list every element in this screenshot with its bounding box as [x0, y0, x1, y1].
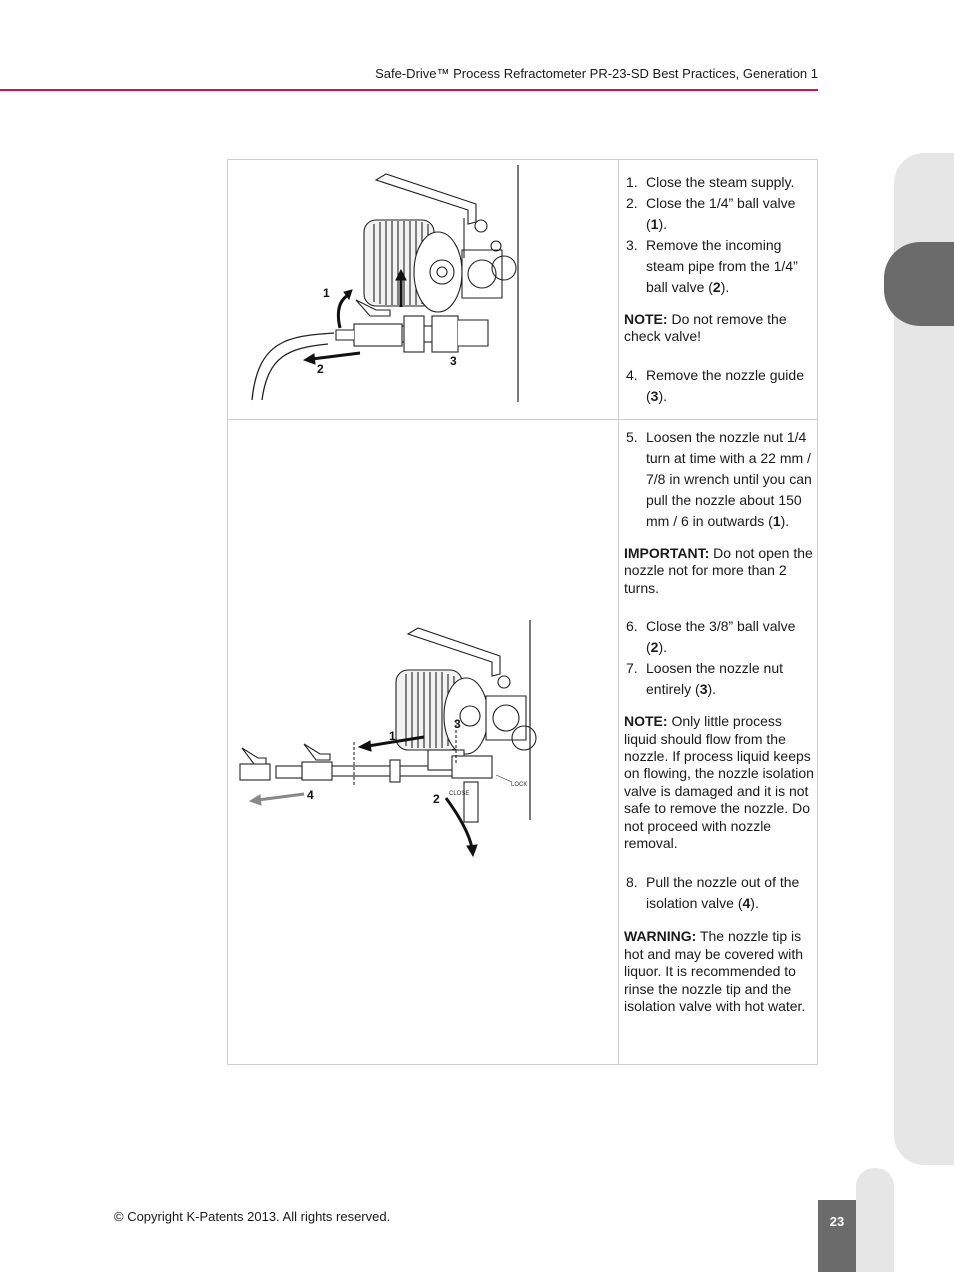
figure2-callout-1: 1	[389, 729, 396, 743]
step-2: 2. Close the 1/4” ball valve (1).	[626, 195, 796, 232]
row1-instructions	[624, 172, 814, 407]
figure2-callout-3: 3	[454, 717, 461, 731]
figure1-callout-2: 2	[317, 362, 324, 376]
step-4: 4. Remove the nozzle guide (3).	[626, 366, 804, 404]
figure1-callout-1: 1	[323, 286, 330, 300]
page-number: 23	[829, 1214, 845, 1229]
page-tab-strip	[856, 1168, 894, 1272]
figure2-callout-4: 4	[307, 788, 314, 802]
figure2-close-label: CLOSE	[449, 791, 470, 797]
page-number-box	[818, 1200, 856, 1272]
note-check-valve: NOTE: Do not remove the check valve!	[624, 311, 787, 345]
header-rule	[0, 89, 818, 91]
header-title: Safe-Drive™ Process Refractometer PR-23-SD Best Practices, Generation 1	[375, 66, 818, 81]
row2-instructions	[624, 427, 814, 1016]
figure2-callout-2: 2	[433, 792, 440, 806]
step-5: 5. Loosen the nozzle nut 1/4 turn at time with a 22 mm / 7/8 in wrench until you can pull the nozzle about 150 mm / 6 in outwards (1).	[626, 429, 812, 529]
step-1: 1. Close the steam supply.	[626, 174, 795, 190]
chapter-tab-active[interactable]	[884, 242, 954, 326]
step-3: 3. Remove the incoming steam pipe from the 1/4” ball valve (2).	[626, 237, 798, 295]
table-row-2	[228, 420, 817, 1065]
instruction-table	[227, 159, 818, 1065]
figure1-callout-3: 3	[450, 354, 457, 368]
figure2-lock-label: LOCK	[511, 782, 528, 788]
figure-nozzle-removal	[228, 420, 618, 1065]
note-process-liquid: NOTE: Only little process liquid should flow from the nozzle. If process liquid keeps on flowing, the nozzle isolation valve is damaged and it is not safe to remove the nozzle. Do not proceed with nozzle removal.	[624, 713, 814, 852]
important-note: IMPORTANT: Do not open the nozzle not for more than 2 turns.	[624, 545, 813, 596]
step-8: 8. Pull the nozzle out of the isolation valve (4).	[626, 874, 800, 912]
figure-nozzle-guide-removal	[228, 160, 618, 419]
footer-copyright: © Copyright K-Patents 2013. All rights reserved.	[114, 1209, 391, 1224]
table-row-1	[228, 160, 817, 420]
step-6: 6. Close the 3/8” ball valve (2).	[626, 618, 796, 656]
warning-note: WARNING: The nozzle tip is hot and may be covered with liquor. It is recommended to rinse the nozzle tip and the isolation valve with hot water.	[624, 928, 806, 1015]
step-7: 7. Loosen the nozzle nut entirely (3).	[626, 660, 783, 698]
page-header	[0, 0, 818, 92]
